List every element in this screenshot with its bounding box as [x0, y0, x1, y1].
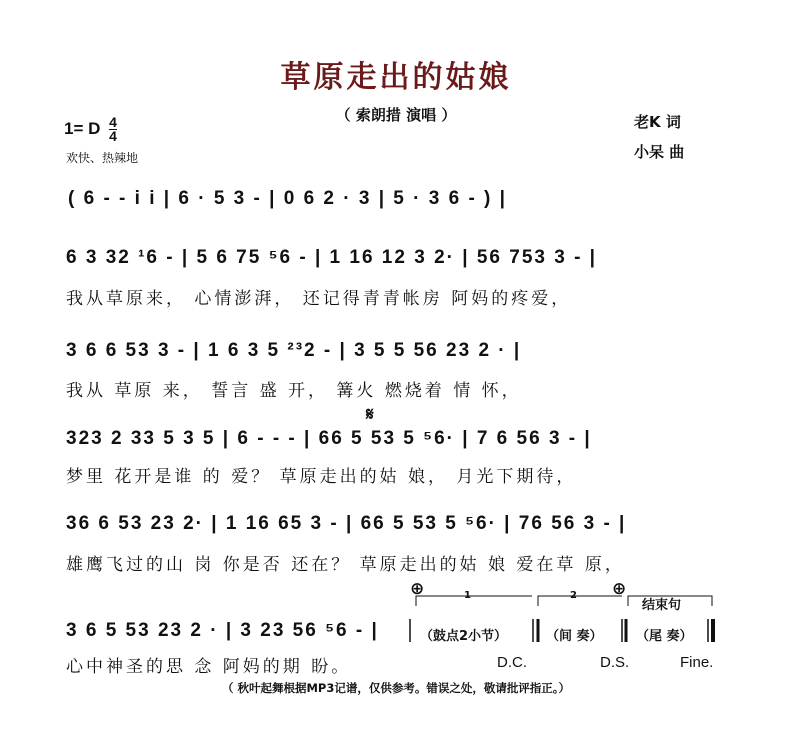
- notation-line-1: ( 6 - - i i | 6 · 5 3 - | 0 6 2 · 3 | 5 · 3 6 - ) |: [68, 188, 507, 209]
- drum-section: （鼓点2小节）: [420, 629, 508, 644]
- lyrics-line-3: 我从 草原 来， 誓言 盛 开， 篝火 燃烧着 情 怀，: [66, 381, 522, 401]
- notation-line-4: 323 2 33 5 3 5 | 6 - - - | 66 5 53 5 ⁵6· | 7 6 56 3 - |: [66, 428, 592, 449]
- footnote: （ 秋叶起舞根据MP3记谱，仅供参考。错误之处，敬请批评指正。）: [221, 681, 571, 695]
- lyricist-credit: 老K 词: [634, 113, 681, 131]
- volta-2-bracket: [538, 596, 622, 606]
- fine-marking: Fine.: [680, 654, 714, 671]
- performer: （ 索朗措 演唱 ）: [335, 106, 457, 124]
- volta-1-bracket: [416, 596, 532, 606]
- outro-section: （尾 奏）: [636, 629, 693, 644]
- time-signature: [109, 116, 117, 143]
- lyrics-line-2: 我从草原来， 心情澎湃， 还记得青青帐房 阿妈的疼爱，: [66, 289, 572, 309]
- volta-2-number: 2: [570, 590, 577, 601]
- lyrics-line-4: 梦里 花开是谁 的 爱？ 草原走出的姑 娘， 月光下期待，: [66, 467, 577, 487]
- da-capo: D.C.: [497, 654, 527, 671]
- coda-sign-2: ⊕: [612, 579, 627, 599]
- key-text: 1= D: [64, 118, 101, 138]
- time-bottom: 4: [109, 128, 117, 144]
- end-label: 结束句: [642, 598, 682, 613]
- key-signature: [64, 116, 117, 143]
- dal-segno: D.S.: [600, 654, 630, 671]
- time-top: 4: [109, 114, 117, 130]
- lyrics-line-5: 雄鹰飞过的山 岗 你是否 还在？ 草原走出的姑 娘 爱在草 原，: [66, 555, 625, 575]
- notation-line-5: 36 6 53 23 2· | 1 16 65 3 - | 66 5 53 5 ⁵6· | 76 56 3 - |: [66, 513, 627, 534]
- coda-sign-1: ⊕: [410, 579, 425, 599]
- volta-1-number: 1: [464, 590, 471, 601]
- tempo-marking: 欢快、热辣地: [66, 151, 139, 165]
- interlude-section: （间 奏）: [546, 629, 603, 644]
- barlines-ending: [0, 616, 792, 646]
- segno-sign: 𝄋: [366, 404, 374, 425]
- lyrics-line-6: 心中神圣的思 念 阿妈的期 盼。: [66, 657, 352, 677]
- notation-line-3: 3 6 6 53 3 - | 1 6 3 5 ²³2 - | 3 5 5 56 23 2 · |: [66, 340, 522, 361]
- notation-line-2: 6 3 32 ¹6 - | 5 6 75 ⁵6 - | 1 16 12 3 2· | 56 753 3 - |: [66, 247, 597, 268]
- song-title: 草原走出的姑娘: [280, 60, 512, 95]
- composer-credit: 小呆 曲: [634, 143, 685, 161]
- notation-line-6: 3 6 5 53 23 2 · | 3 23 56 ⁵6 - |: [66, 620, 379, 641]
